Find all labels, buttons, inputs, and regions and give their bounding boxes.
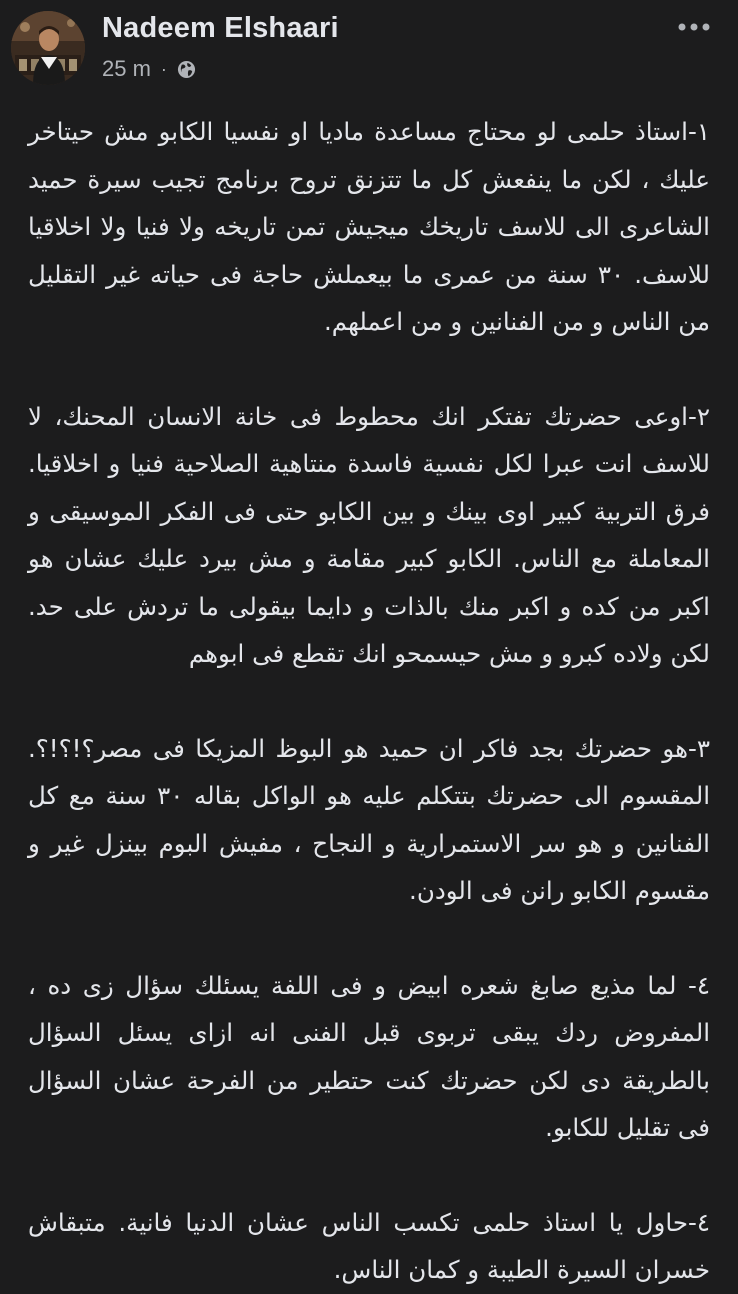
post-timestamp[interactable]: 25 m (102, 56, 151, 81)
post-text (28, 108, 710, 1294)
author-name[interactable]: Nadeem Elshaari (102, 12, 339, 44)
post-paragraph-1: ١-استاذ حلمى لو محتاج مساعدة ماديا او نفسيا الكابو مش حيتاخر عليك ، لكن ما ينفعش كل ما تتزنق تروح برنامج تجيب سيرة حميد الشاعرى الى للاسف تاريخك ميجيش تمن تاريخه ولا فنيا ولا اخلاقيا للاسف. ٣٠ سنة من عمرى ما بيعملش حاجة فى حياته غير التقليل من الناس و من الفنانين و من اعملهم. (28, 117, 710, 336)
post-paragraph-2: ٢-اوعى حضرتك تفتكر انك محطوط فى خانة الانسان المحنك، لا للاسف انت عبرا لكل نفسية فاسدة منتاهية الصلاحية فنيا و اخلاقيا. فرق التربية كبير اوى بينك و بين الكابو حتى فى الفكر الموسيقى و المعاملة مع الناس. الكابو كبير مقامة و مش بيرد عليك عشان هو اكبر من كده و اكبر منك بالذات و دايما بيقولى ما تردش على حد. لكن ولاده كبرو و مش حيسمحو انك تقطع فى ابوهم (28, 401, 710, 668)
globe-icon (177, 60, 196, 79)
more-options-button[interactable] (670, 10, 718, 44)
ellipsis-icon (678, 22, 710, 32)
post-paragraph-3: ٣-هو حضرتك بجد فاكر ان حميد هو البوظ المزيكا فى مصر؟!؟!؟. المقسوم الى حضرتك بتتكلم عليه هو الواكل بقاله ٣٠ سنة مع كل الفنانين و هو سر الاستمرارية و النجاح ، مفيش البوم بينزل غير و مقسوم الكابو رانن فى الودن. (28, 733, 711, 905)
meta-separator: · (160, 58, 167, 79)
post-meta (102, 56, 196, 82)
avatar-photo (11, 11, 85, 85)
post-header (0, 0, 738, 96)
post-paragraph-5: ٤-حاول يا استاذ حلمى تكسب الناس عشان الدنيا فانية. متبقاش خسران السيرة الطيبة و كمان الناس. (28, 1207, 710, 1284)
post-paragraph-4: ٤- لما مذيع صابغ شعره ابيض و فى اللفة يسئلك سؤال زى ده ، المفروض ردك يبقى تربوى قبل الفنى انه ازاى يسئل السؤال بالطريقة دى لكن حضرتك كنت حتطير من الفرحة عشان السؤال فى تقليل للكابو. (28, 970, 710, 1142)
avatar[interactable] (11, 11, 85, 85)
